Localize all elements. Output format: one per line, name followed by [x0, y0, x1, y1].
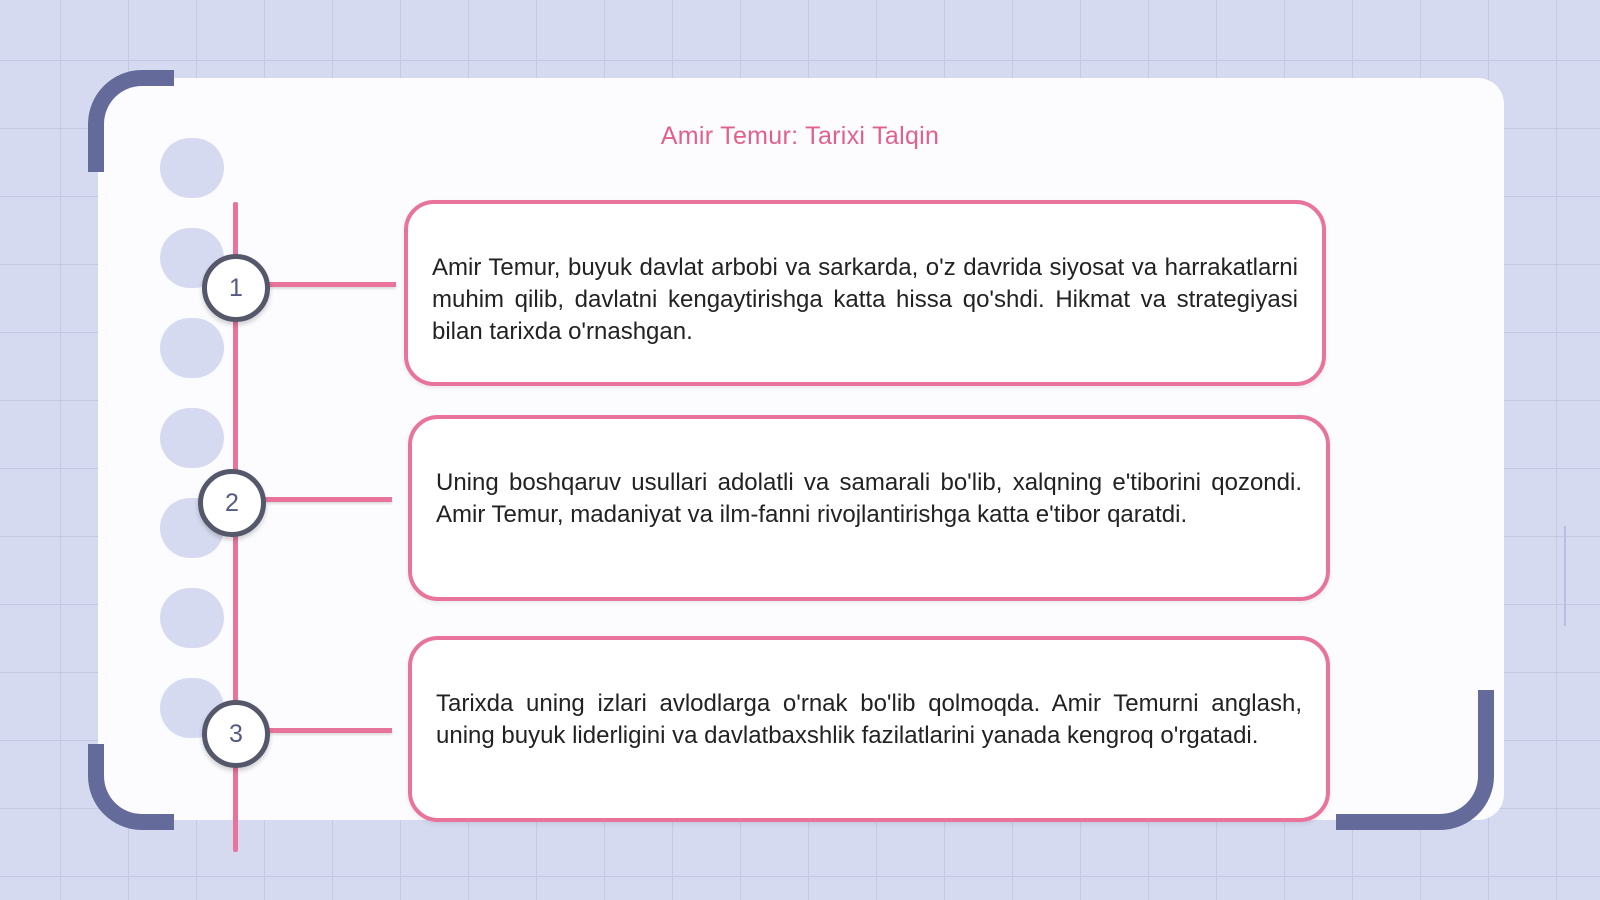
timeline-connector	[262, 728, 392, 733]
timeline-connector	[262, 282, 396, 287]
card-text: Uning boshqaruv usullari adolatli va samarali bo'lib, xalqning e'tiborini qozondi. Amir Temur, madaniyat va ilm-fanni rivojlantirishga katta e'tibor qaratdi.	[436, 469, 1302, 528]
decorative-line	[1564, 526, 1566, 626]
corner-bracket-bottom-right	[1336, 690, 1494, 830]
timeline-card	[408, 636, 1330, 822]
step-number-circle: 1	[202, 254, 270, 322]
slide-title: Amir Temur: Tarixi Talqin	[660, 122, 940, 150]
paper-notch	[160, 318, 224, 378]
timeline-card	[404, 200, 1326, 386]
step-number-circle: 2	[198, 469, 266, 537]
timeline-card	[408, 415, 1330, 601]
card-text: Amir Temur, buyuk davlat arbobi va sarkarda, o'z davrida siyosat va harrakatlarni muhim qilib, davlatni kengaytirishga katta hissa qo'shdi. Hikmat va strategiyasi bilan tarixda o'rnashgan.	[432, 254, 1298, 345]
timeline-connector	[258, 497, 392, 502]
corner-bracket-top-left	[88, 70, 174, 172]
step-number-circle: 3	[202, 700, 270, 768]
paper-notch	[160, 588, 224, 648]
paper-notch	[160, 408, 224, 468]
corner-bracket-bottom-left	[88, 744, 174, 830]
card-text: Tarixda uning izlari avlodlarga o'rnak bo'lib qolmoqda. Amir Temurni anglash, uning buyuk liderligini va davlatbaxshlik fazilatlarini yanada kengroq o'rgatadi.	[436, 690, 1302, 749]
